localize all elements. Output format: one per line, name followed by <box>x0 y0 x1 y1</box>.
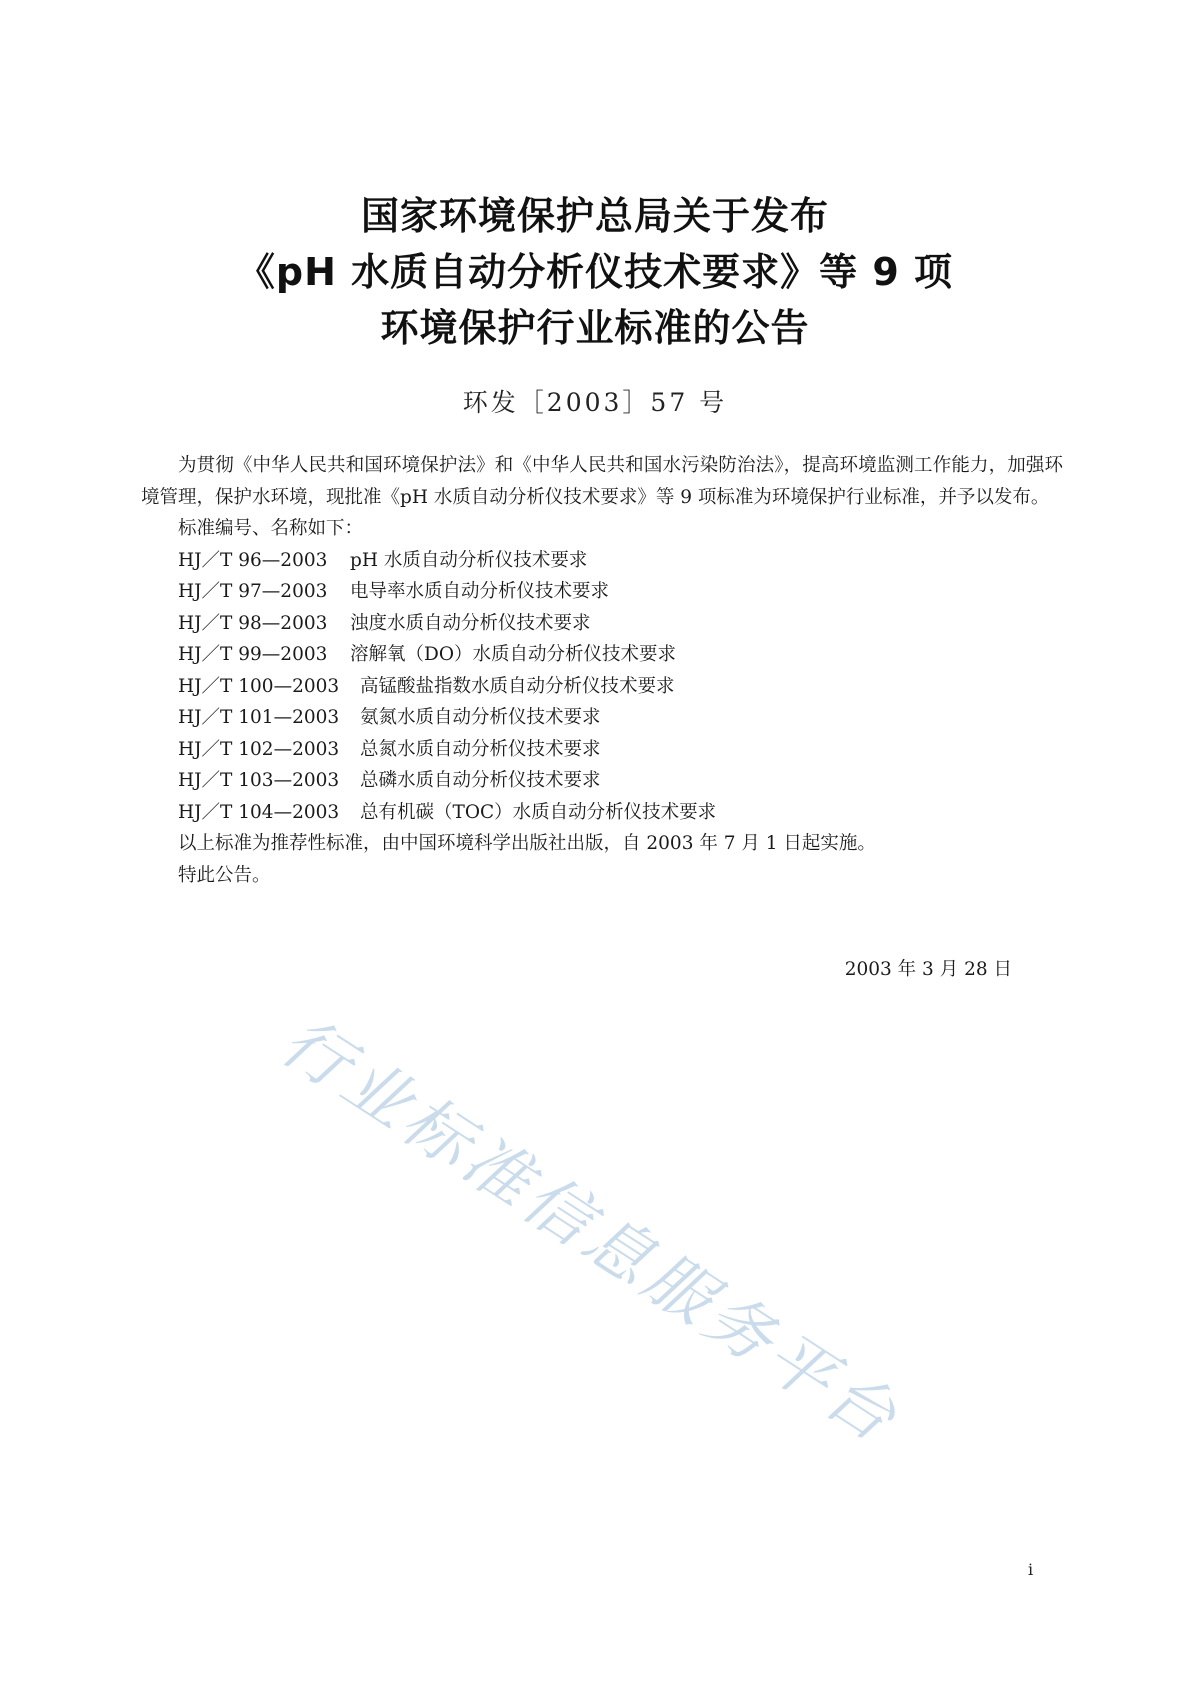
standard-item <box>141 545 1063 577</box>
intro-paragraph: 为贯彻《中华人民共和国环境保护法》和《中华人民共和国水污染防治法》，提高环境监测工作能力，加强环境管理，保护水环境，现批准《pH 水质自动分析仪技术要求》等 9 项标准为环境保护行业标准，并予以发布。 <box>141 455 1063 508</box>
standard-name: pH 水质自动分析仪技术要求 <box>350 549 588 571</box>
standard-item <box>141 671 1063 703</box>
standard-code: HJ／T 103—2003 <box>178 770 340 791</box>
standard-code: HJ／T 100—2003 <box>178 675 340 697</box>
standard-item <box>141 702 1063 734</box>
watermark: 行业标准信息服务平台 <box>267 1002 914 1460</box>
standards-list <box>141 545 1063 829</box>
document-number: 环发［2003］57 号 <box>462 388 728 417</box>
standard-code: HJ／T 104—2003 <box>178 801 340 823</box>
standard-name: 浊度水质自动分析仪技术要求 <box>350 612 591 634</box>
announcement-body <box>141 450 1063 891</box>
standards-list-heading: 标准编号、名称如下： <box>178 518 364 539</box>
standard-name: 氨氮水质自动分析仪技术要求 <box>360 707 601 728</box>
standard-code: HJ／T 98—2003 <box>178 612 328 634</box>
standard-code: HJ／T 101—2003 <box>178 707 340 728</box>
standard-code: HJ／T 99—2003 <box>178 644 328 665</box>
standard-item <box>141 576 1063 608</box>
sign-off: 特此公告。 <box>178 864 271 886</box>
standard-item <box>141 639 1063 671</box>
closing-note: 以上标准为推荐性标准，由中国环境科学出版社出版，自 2003 年 7 月 1 日起实施。 <box>178 833 876 854</box>
standard-item <box>141 797 1063 829</box>
standard-code: HJ／T 96—2003 <box>178 549 328 571</box>
announcement-title <box>0 188 1190 356</box>
standard-item <box>141 608 1063 640</box>
standard-name: 总氮水质自动分析仪技术要求 <box>360 738 601 760</box>
standard-code: HJ／T 97—2003 <box>178 581 328 602</box>
standard-code: HJ／T 102—2003 <box>178 738 340 760</box>
standard-name: 总磷水质自动分析仪技术要求 <box>360 770 601 791</box>
title-line-2: 《pH 水质自动分析仪技术要求》等 9 项 <box>236 250 954 294</box>
standard-name: 溶解氧（DO）水质自动分析仪技术要求 <box>350 644 677 665</box>
standard-name: 电导率水质自动分析仪技术要求 <box>350 581 610 602</box>
standard-name: 高锰酸盐指数水质自动分析仪技术要求 <box>360 675 675 697</box>
issue-date: 2003 年 3 月 28 日 <box>844 959 1012 980</box>
title-line-3: 环境保护行业标准的公告 <box>380 306 810 350</box>
standard-item <box>141 765 1063 797</box>
title-line-1: 国家环境保护总局关于发布 <box>360 194 829 238</box>
standard-name: 总有机碳（TOC）水质自动分析仪技术要求 <box>360 801 717 823</box>
standard-item <box>141 734 1063 766</box>
page-number: i <box>1028 1560 1034 1579</box>
